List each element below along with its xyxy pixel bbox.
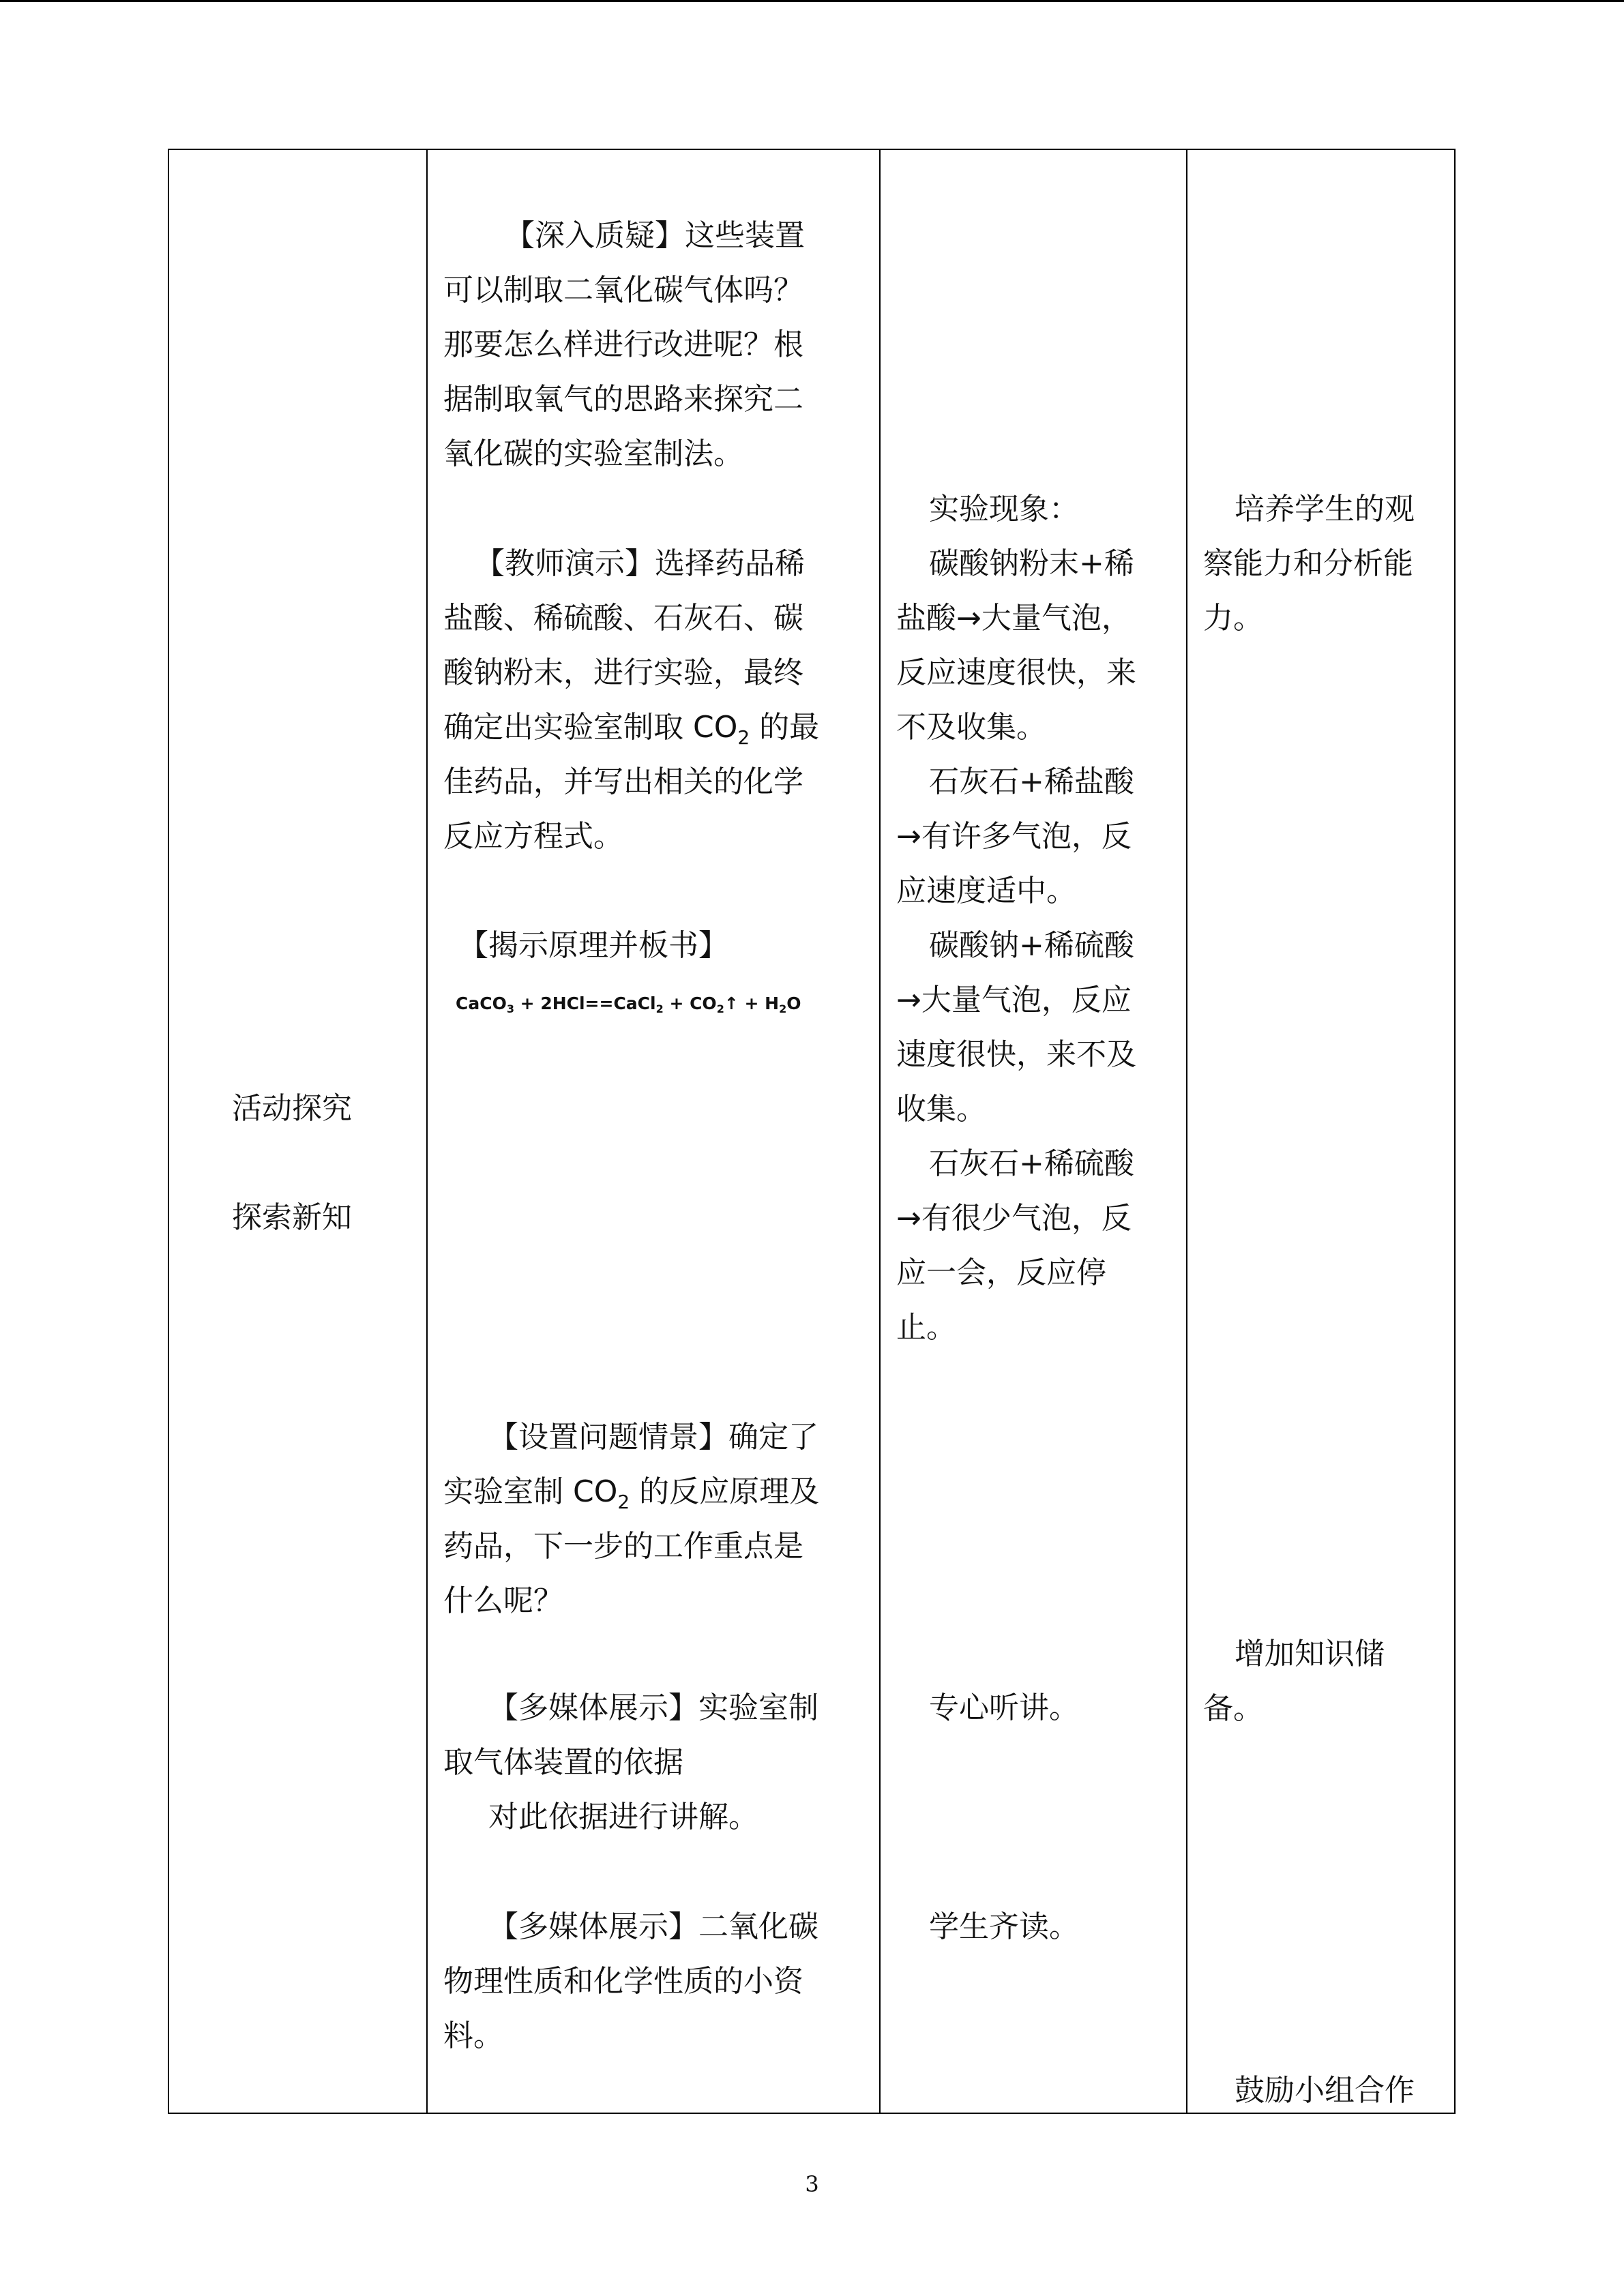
column-divider [879,150,881,2113]
stage-label-activity: 活动探究 [232,1091,352,1126]
top-border-line [0,0,1624,2]
stage-label-explore: 探索新知 [232,1200,352,1235]
page-number: 3 [805,2171,819,2197]
co2-formula: $CO_2$ [693,710,750,749]
column-divider [1186,150,1187,2113]
chemical-equation: CaCO$_3$ + 2HCl==CaCl$_2$ + $CO_2↑ + H_2O$ [456,994,801,1015]
intent-group-cooperation: 鼓励小组合作 [1235,2073,1415,2108]
student-read-aloud: 学生齐读。 [929,1909,1079,1944]
teacher-paragraph-principle: 【揭示原理并板书】 [458,928,728,963]
student-listen: 专心听讲。 [929,1690,1079,1725]
co2-formula: $CO_2$ [573,1474,630,1513]
column-divider [426,150,428,2113]
lesson-table [168,149,1456,2114]
